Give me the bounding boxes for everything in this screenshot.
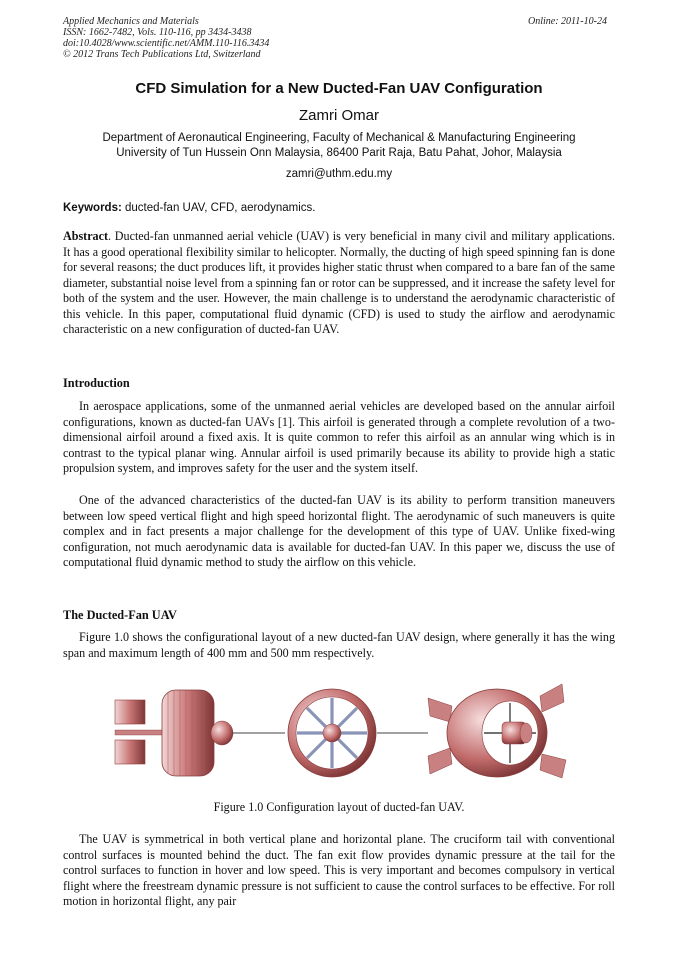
affiliation-line-2: University of Tun Hussein Onn Malaysia, 86400 Parit Raja, Batu Pahat, Johor, Malaysia (116, 147, 562, 159)
online-date: Online: 2011-10-24 (528, 16, 607, 27)
journal-issn: ISSN: 1662-7482, Vols. 110-116, pp 3434-3438 (63, 27, 252, 38)
abstract (63, 229, 615, 338)
keywords (63, 202, 623, 214)
figure-caption: Figure 1.0 Configuration layout of ducted-fan UAV. (213, 800, 465, 814)
isometric-fin-bottom-right (540, 754, 566, 778)
introduction-paragraph-1: In aerospace applications, some of the unmanned aerial vehicles are developed based on the annular airfoil configurations, known as ducted-fan UAVs [1]. This airfoil is generated through a complete revolution of a two-dimensional airfoil around a fixed axis. It is quite common to refer this airfoil as an annular wing which is in contrast to the typical planar wing. Annular airfoil is used primarily because its ability to provide high a static propulsion system, and improves safety for the user and the system itself. (63, 399, 615, 475)
journal-info (63, 16, 269, 60)
side-view-nose (211, 721, 233, 745)
side-view-duct (162, 690, 214, 776)
paper-title: CFD Simulation for a New Ducted-Fan UAV Configuration (135, 80, 543, 97)
abstract-label: Abstract (63, 229, 109, 243)
ducted-fan-heading: The Ducted-Fan UAV (63, 608, 177, 622)
front-view-model (288, 689, 376, 777)
front-view-hub (323, 724, 341, 742)
isometric-fin-top-right (540, 684, 564, 712)
side-view-lower-fin (115, 740, 145, 764)
author-email: zamri@uthm.edu.my (285, 168, 393, 180)
journal-name: Applied Mechanics and Materials (63, 16, 199, 27)
introduction-heading: Introduction (63, 376, 130, 390)
keywords-label: Keywords: (63, 202, 122, 214)
affiliation-line-1: Department of Aeronautical Engineering, Faculty of Mechanical & Manufacturing Engineering (102, 132, 576, 144)
uav-configuration-figure (110, 678, 570, 788)
isometric-fin-top-left (428, 698, 452, 722)
ducted-fan-paragraph-2: The UAV is symmetrical in both vertical plane and horizontal plane. The cruciform tail with conventional control surfaces is mounted behind the duct. The fan exit flow provides dynamic pressure at the tail for the control surfaces to function in hover and low speed. This is very important and becomes compulsory in vertical flight where the freestream dynamic pressure is not sufficient to cause the control surfaces to be effective. For roll motion in horizontal flight, any pair (63, 832, 615, 908)
journal-doi: doi:10.4028/www.scientific.net/AMM.110-116.3434 (63, 38, 270, 49)
side-view-upper-fin (115, 700, 145, 724)
journal-copyright: © 2012 Trans Tech Publications Ltd, Switzerland (63, 49, 261, 60)
affiliation (0, 131, 678, 161)
abstract-text: . Ducted-fan unmanned aerial vehicle (UAV) is very beneficial in many civil and military applications. It has a good operational flexibility similar to helicopter. Normally, the ducting of high speed spinning fan is done for several reasons; the duct produces lift, it provides higher static thrust when compared to a bare fan of the same diameter, substantial noise level from a spinning fan or rotor can be suppressed, and it increase the safety level for both of the system and the user. However, the main challenge is to understand the aerodynamic characteristic of this vehicle. In this paper, computational fluid dynamic (CFD) is used to study the airflow and aerodynamic characteristic on a new configuration of ducted-fan UAV. (63, 229, 615, 336)
isometric-fin-bottom-left (428, 748, 452, 774)
introduction-paragraph-2: One of the advanced characteristics of the ducted-fan UAV is its ability to perform transition maneuvers between low speed vertical flight and high speed horizontal flight. The aerodynamic of such maneuvers is quite complex and in fact presents a major challenge for the development of this type of UAV. Unlike fixed-wing configuration, not much aerodynamic data is available for ducted-fan UAV. In this paper we, discuss the use of computational fluid dynamic method to study the airflow on this vehicle. (63, 493, 615, 569)
keywords-text: ducted-fan UAV, CFD, aerodynamics. (125, 202, 316, 214)
side-view-model (115, 690, 233, 776)
ducted-fan-paragraph-1: Figure 1.0 shows the configurational layout of a new ducted-fan UAV design, where generally it has the wing span and maximum length of 400 mm and 500 mm respectively. (63, 630, 615, 660)
isometric-view-model (428, 684, 566, 778)
author-name: Zamri Omar (299, 107, 379, 124)
